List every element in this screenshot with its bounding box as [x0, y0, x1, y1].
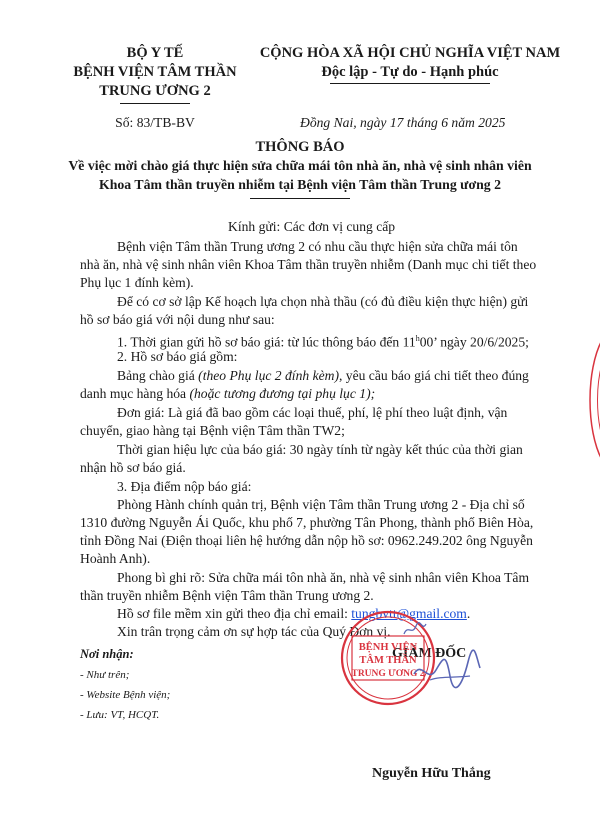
- hospital-name: BỆNH VIỆN TÂM THẦN: [73, 64, 237, 80]
- validity-line-2: nhận hồ sơ báo giá.: [80, 460, 186, 475]
- email-link[interactable]: tungbvtt@gmail.com: [351, 606, 467, 621]
- motto: Độc lập - Tự do - Hạnh phúc: [321, 64, 499, 80]
- validity-line-1: Thời gian hiệu lực của báo giá: 30 ngày tính từ ngày kết thúc của thời gian: [117, 442, 523, 457]
- body-paragraph-1: nhà ăn, nhà vệ sinh nhân viên Khoa Tâm thần truyền nhiễm (Danh mục chi tiết theo: [80, 257, 537, 272]
- initials-mark: [402, 620, 428, 638]
- subject-line-2: Khoa Tâm thần truyền nhiễm tại Bệnh viện Tâm thần Trung ương 2: [98, 177, 502, 192]
- recipient-item: - Website Bệnh viện;: [80, 689, 171, 701]
- quote-table-line-2: danh mục hàng hóa (hoặc tương đương tại phụ lục 1);: [80, 386, 376, 401]
- address-line-2: 1310 đường Nguyễn Ái Quốc, khu phố 7, phường Tân Phong, thành phố Biên Hòa,: [80, 515, 534, 530]
- recipient-line: Kính gửi: Các đơn vị cung cấp: [228, 219, 396, 234]
- stamp-line-1: BỆNH VIỆN: [358, 642, 418, 653]
- motto-rule: [330, 83, 490, 84]
- hospital-name-line2: TRUNG ƯƠNG 2: [99, 83, 211, 99]
- document-title: THÔNG BÁO: [255, 139, 345, 155]
- stamp-line-3: TRUNG ƯƠNG 2: [351, 669, 425, 679]
- unit-price-line-1: Đơn giá: Là giá đã bao gồm các loại thuế, phí, lệ phí theo luật định, vận: [117, 405, 508, 420]
- recipient-item: - Như trên;: [80, 669, 130, 681]
- subject-line-1: Về việc mời chào giá thực hiện sửa chữa mái tôn nhà ăn, nhà vệ sinh nhân viên: [68, 158, 532, 173]
- signer-title: GIÁM ĐỐC: [392, 646, 467, 661]
- item-1: 1. Thời gian gửi hồ sơ báo giá: từ lúc thông báo đến 11$^h$00’ ngày 20/6/2025;: [117, 334, 529, 350]
- unit-price-line-2: chuyển, giao hàng tại Bệnh viện Tâm thần TW2;: [80, 423, 345, 438]
- recipients-title: Nơi nhận:: [80, 647, 134, 661]
- body-paragraph-2: Để có cơ sở lập Kế hoạch lựa chọn nhà thầu (có đủ điều kiện thực hiện) gửi: [117, 294, 529, 309]
- address-line-3: tỉnh Đồng Nai (Điện thoại liên hệ hướng dẫn nộp hồ sơ: 0962.249.202 ông Nguyễn: [80, 533, 533, 548]
- handwritten-signature: [410, 640, 482, 696]
- signer-name: Nguyễn Hữu Thắng: [372, 766, 491, 781]
- body-paragraph-1: Bệnh viện Tâm thần Trung ương 2 có nhu cầu thực hiện sửa chữa mái tôn: [117, 239, 518, 254]
- stamp-line-2: TÂM THẦN: [359, 655, 417, 666]
- body-paragraph-1: Phụ lục 1 đính kèm).: [80, 275, 194, 290]
- ministry-name: BỘ Y TẾ: [126, 45, 184, 61]
- country-name: CỘNG HÒA XÃ HỘI CHỦ NGHĨA VIỆT NAM: [259, 45, 561, 61]
- address-line-1: Phòng Hành chính quản trị, Bệnh viện Tâm thần Trung ương 2 - Địa chỉ số: [117, 497, 525, 512]
- document-number: Số: 83/TB-BV: [115, 115, 195, 130]
- item-3: 3. Địa điểm nộp báo giá:: [117, 479, 252, 494]
- edge-seal-stamp: [582, 340, 600, 460]
- body-paragraph-2: hồ sơ báo giá với nội dung như sau:: [80, 312, 275, 327]
- header-left-rule: [120, 103, 190, 104]
- email-line: Hồ sơ file mềm xin gửi theo địa chỉ email: tungbvtt@gmail.com.: [117, 606, 471, 621]
- document-date: Đồng Nai, ngày 17 tháng 6 năm 2025: [300, 115, 506, 130]
- item-2: 2. Hồ sơ báo giá gồm:: [117, 349, 238, 364]
- title-rule: [250, 198, 350, 199]
- envelope-line-1: Phong bì ghi rõ: Sửa chữa mái tôn nhà ăn, nhà vệ sinh nhân viên Khoa Tâm: [117, 570, 530, 585]
- recipient-item: - Lưu: VT, HCQT.: [80, 709, 160, 721]
- address-line-4: Hoành Anh).: [80, 551, 151, 566]
- envelope-line-2: thần truyền nhiễm Bệnh viện Tâm thần Trung ương 2.: [80, 588, 374, 603]
- quote-table-line-1: Bảng chào giá (theo Phụ lục 2 đính kèm), yêu cầu báo giá chi tiết theo đúng: [117, 368, 529, 383]
- thanks-line: Xin trân trọng cảm ơn sự hợp tác của Quý Đơn vị.: [117, 624, 391, 639]
